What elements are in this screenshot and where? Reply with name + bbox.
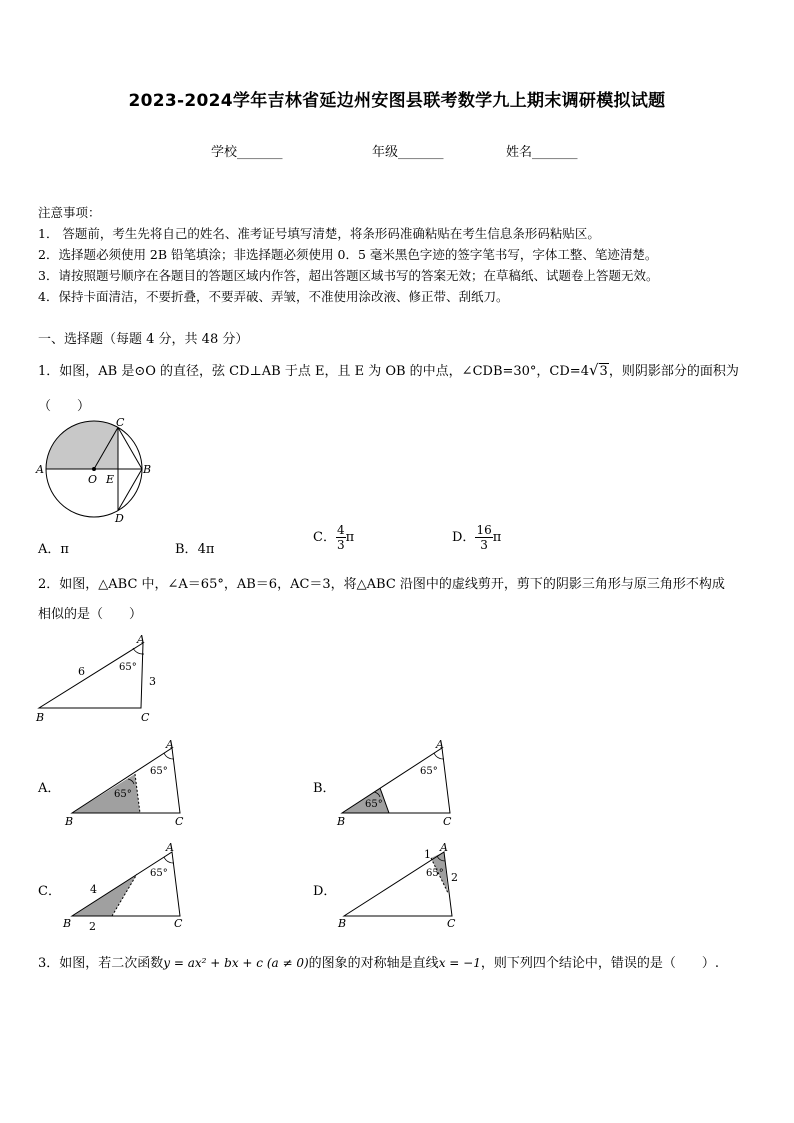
name-field: 姓名_______ (506, 145, 578, 160)
label-b: B (63, 917, 72, 930)
label-o: O (88, 473, 98, 486)
q1-option-d[interactable] (452, 523, 501, 552)
label-ab-length: 6 (78, 665, 85, 678)
label-a: A (440, 841, 448, 854)
label-a: A (436, 738, 444, 751)
label-d: D (115, 512, 124, 525)
label-c: C (443, 815, 452, 828)
q1-option-b[interactable] (175, 538, 214, 557)
q2-option-b-figure (334, 736, 464, 830)
option-value: 4π (197, 542, 215, 557)
denominator: 3 (336, 538, 345, 552)
quadratic-formula: y = ax² + bx + c (a ≠ 0) (163, 956, 309, 970)
label-a: A (166, 738, 174, 751)
fraction (336, 523, 346, 552)
option-letter: D． (452, 530, 476, 545)
notice-item: 1． 答题前，考生先将自己的姓名、准考证号填写清楚，将条形码准确粘贴在考生信息条形码粘贴区。 (38, 226, 600, 241)
label-angle: 65° (426, 868, 444, 879)
label-b: B (36, 711, 45, 724)
notice-item: 4．保持卡面清洁，不要折叠，不要弄破、弄皱，不准使用涂改液、修正带、刮纸刀。 (38, 289, 509, 304)
question-1-text (38, 360, 739, 379)
question-1-circle-figure (33, 413, 158, 525)
q1-option-c[interactable] (313, 523, 354, 552)
q2-option-b[interactable]: B． (313, 781, 336, 796)
question-2-line-2: 相似的是（ ） (38, 607, 143, 622)
section-heading: 一、选择题（每题 4 分，共 48 分） (38, 332, 249, 347)
axis-equation: x = −1 (438, 956, 481, 970)
triangle-abc (39, 643, 143, 708)
option-letter: C． (313, 530, 336, 545)
school-field: 学校_______ (211, 145, 283, 160)
question-2-line-1: 2．如图，△ABC 中，∠A＝65°，AB＝6，AC＝3，将△ABC 沿图中的虚线剪开，剪下的阴影三角形与原三角形不构成 (38, 577, 725, 592)
question-3-stem: 3．如图，若二次函数 (38, 956, 164, 971)
q2-option-d-figure (334, 838, 464, 934)
sqrt-radicand: 3 (599, 364, 608, 379)
option-pi: π (345, 530, 355, 545)
label-c: C (174, 917, 183, 930)
numerator: 4 (336, 523, 345, 537)
question-3-mid: 的图象的对称轴是直线 (308, 956, 439, 971)
label-a: A (166, 841, 174, 854)
question-1-paren: （ ） (38, 399, 91, 414)
label-c: C (447, 917, 456, 930)
label-segment: 1 (424, 848, 431, 861)
label-angle: 65° (150, 868, 168, 879)
label-c: C (116, 416, 125, 429)
label-segment: 4 (90, 883, 97, 896)
label-ac-length: 3 (149, 675, 156, 688)
q2-option-d[interactable]: D． (313, 884, 337, 899)
label-b: B (338, 917, 347, 930)
notice-heading: 注意事项： (38, 205, 101, 220)
q1-option-a[interactable] (38, 538, 69, 557)
label-b: B (65, 815, 74, 828)
label-b: B (143, 463, 152, 476)
page-title: 2023-2024学年吉林省延边州安图县联考数学九上期末调研模拟试题 (128, 91, 666, 111)
numerator: 16 (476, 523, 492, 537)
grade-field: 年级_______ (372, 145, 444, 160)
label-angle: 65° (420, 766, 438, 777)
question-1-stem-end: ，则阴影部分的面积为 (608, 364, 739, 379)
label-e: E (106, 473, 115, 486)
denominator: 3 (480, 538, 488, 552)
label-a: A (36, 463, 44, 476)
shaded-sector (46, 421, 118, 469)
q2-option-a-figure (62, 736, 192, 830)
label-angle: 65° (119, 662, 137, 673)
option-pi: π (492, 530, 502, 545)
label-c: C (175, 815, 184, 828)
label-segment: 2 (451, 871, 458, 884)
label-angle: 65° (365, 799, 383, 810)
label-segment: 2 (89, 920, 96, 933)
fraction (475, 523, 492, 552)
q2-main-triangle (33, 628, 163, 726)
label-c: C (141, 711, 150, 724)
option-letter: B． (175, 542, 198, 557)
notice-item: 2．选择题必须使用 2B 铅笔填涂；非选择题必须使用 0．5 毫米黑色字迹的签字笔书写，字体工整、笔迹清楚。 (38, 247, 658, 262)
label-a: A (137, 633, 145, 646)
q2-option-a[interactable]: A． (38, 781, 61, 796)
label-b: B (337, 815, 346, 828)
question-3-end: ，则下列四个结论中，错误的是（ ）. (480, 956, 719, 971)
center-point (92, 467, 96, 471)
q2-option-c-figure (62, 838, 192, 934)
sqrt-sign: √ (588, 361, 599, 379)
q2-option-c[interactable]: C． (38, 884, 61, 899)
label-angle: 65° (150, 766, 168, 777)
notice-item: 3．请按照题号顺序在各题目的答题区域内作答，超出答题区域书写的答案无效；在草稿纸、试题卷上答题无效。 (38, 268, 659, 283)
option-letter: A． (38, 542, 61, 557)
option-value: π (60, 542, 69, 557)
label-angle: 65° (114, 789, 132, 800)
question-3-text (38, 952, 719, 971)
segment-bd (118, 469, 142, 511)
question-1-stem: 1．如图，AB 是⊙O 的直径，弦 CD⊥AB 于点 E，且 E 为 OB 的中点，∠CDB=30°，CD=4 (38, 364, 589, 379)
segment-cb (118, 427, 142, 469)
